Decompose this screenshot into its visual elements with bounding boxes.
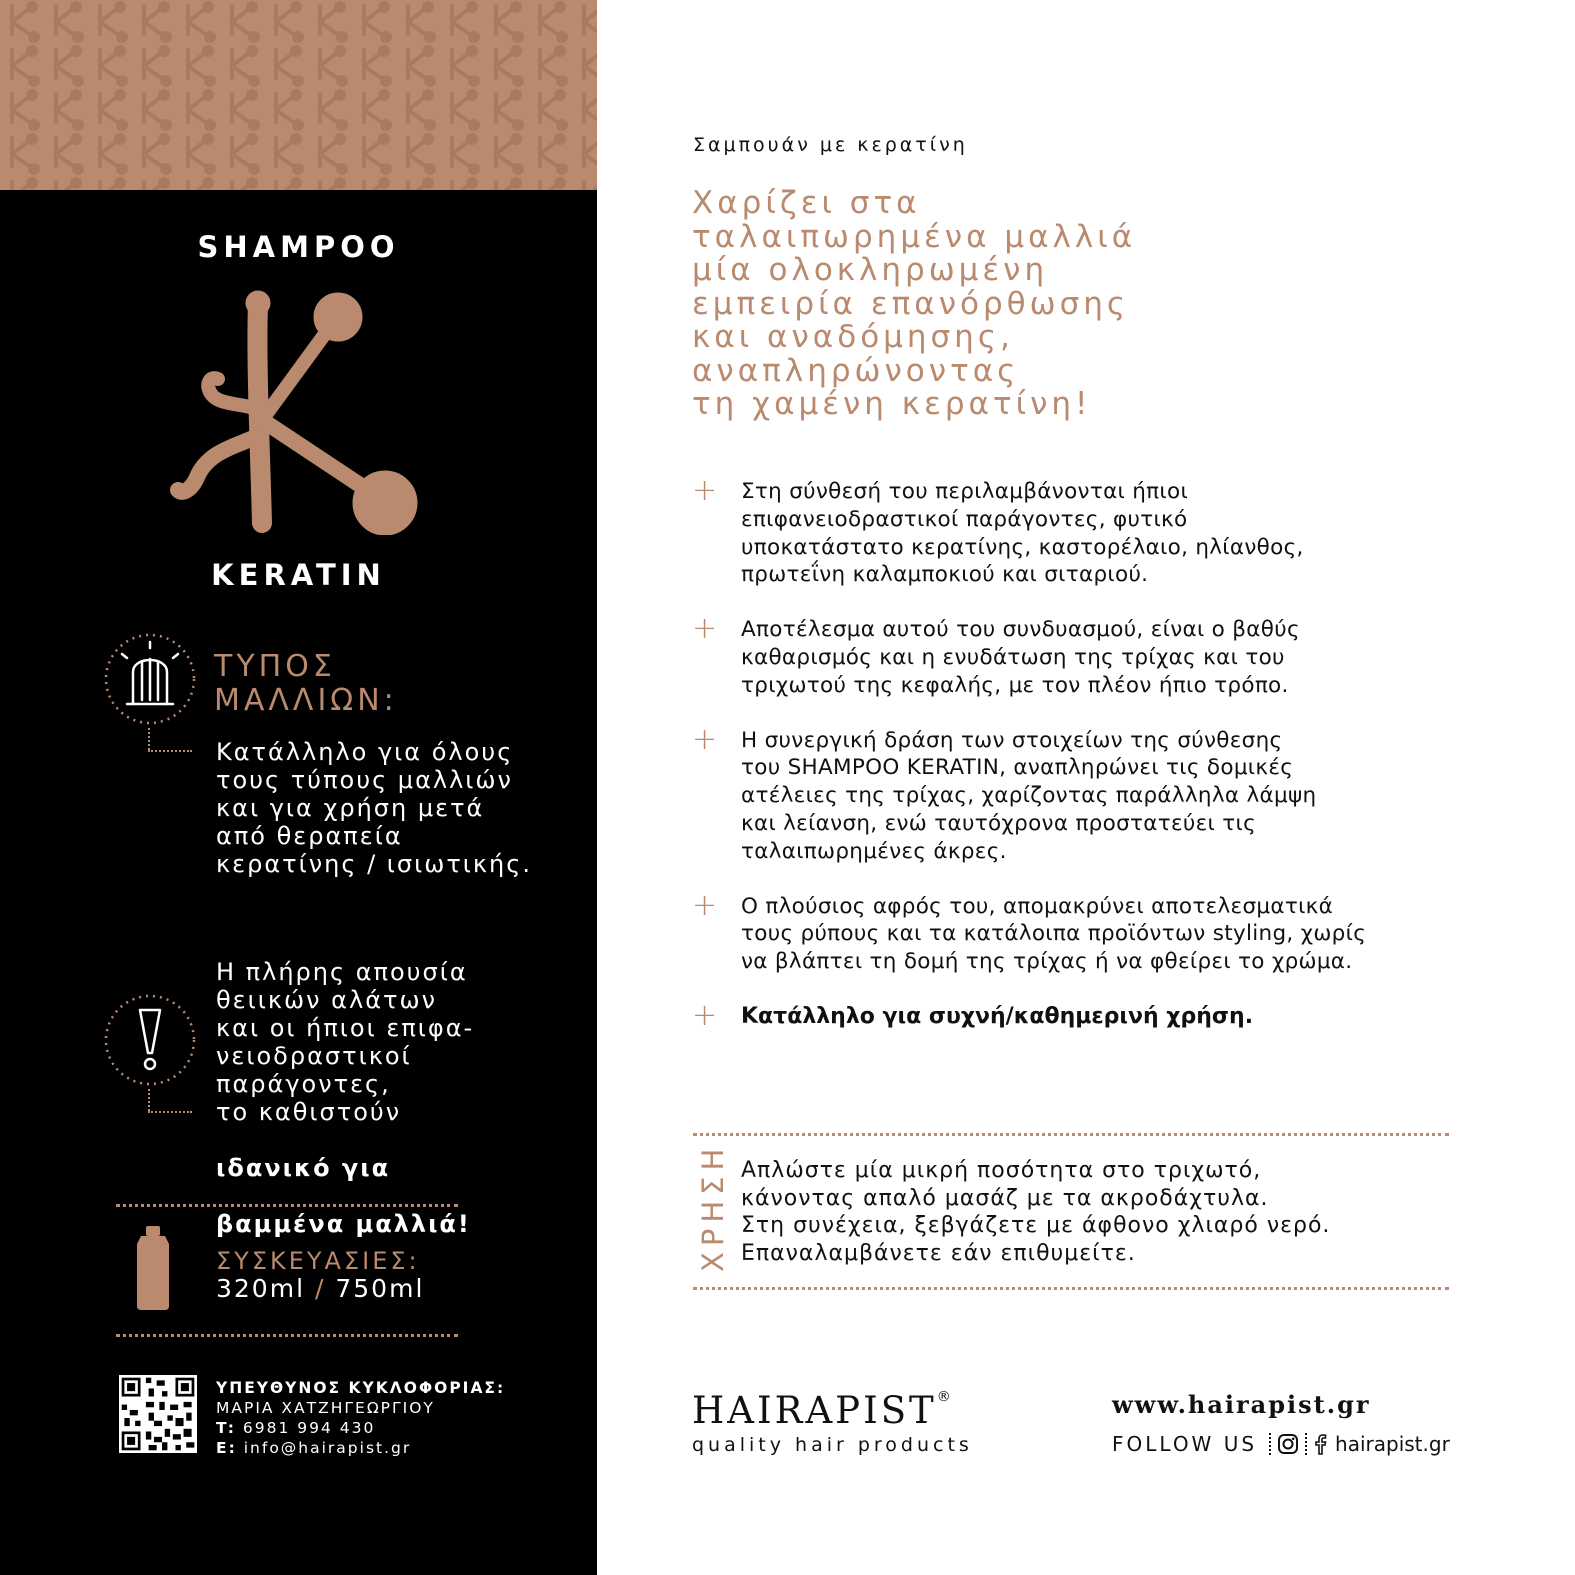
separator xyxy=(1305,1433,1307,1455)
logo-wordmark: HAIRAPIST xyxy=(692,1389,937,1432)
usage-label: ΧΡΗΣΗ xyxy=(696,1142,730,1272)
bullet-line: ατέλειες της τρίχας, χαρίζοντας παράλληλα λάμψη xyxy=(741,783,1317,809)
connector-line xyxy=(148,1089,150,1111)
bullet-text-1 xyxy=(741,478,1304,589)
warning-bold-line1: ιδανικό για xyxy=(216,1154,391,1182)
bullet-text-4 xyxy=(741,893,1366,976)
bullet-text-2 xyxy=(741,616,1300,699)
connector-line xyxy=(148,1111,192,1113)
warning-text xyxy=(216,930,474,1266)
facebook-icon[interactable] xyxy=(1313,1433,1327,1455)
bullet-line: τριχωτού της κεφαλής, με τον πλέον ήπιο τρόπο. xyxy=(741,672,1289,698)
tagline: Χαρίζει στα ταλαιπωρημένα μαλλιά μία ολοκληρωμένη εμπειρία επανόρθωσης και αναδόμησης, αναπληρώνοντας τη χαμένη κερατίνη! xyxy=(692,185,1137,422)
product-name: KERATIN xyxy=(211,558,386,592)
warning-bold-line2: βαμμένα μαλλιά! xyxy=(216,1210,471,1238)
connector-line xyxy=(148,750,192,752)
contact-phone xyxy=(216,1418,505,1438)
bottle-icon xyxy=(133,1226,173,1310)
list-item xyxy=(692,721,1512,866)
bullet-line: τους ρύπους και τα κατάλοιπα προϊόντων styling, χωρίς xyxy=(741,921,1367,947)
plus-icon: + xyxy=(692,887,718,923)
phone-value[interactable]: 6981 994 430 xyxy=(242,1419,376,1437)
plus-icon: + xyxy=(692,473,718,508)
bullet-line: υποκατάστατο κερατίνης, καστορέλαιο, ηλίανθος, xyxy=(741,534,1304,560)
follow-label: FOLLOW US xyxy=(1112,1432,1258,1456)
logo-subtitle: quality hair products xyxy=(692,1434,973,1456)
warning-text-body: Η πλήρης απουσία θειικών αλάτων και οι ήπιοι επιφα- νειοδραστικοί παράγοντες, το καθιστούν xyxy=(216,958,475,1126)
hair-type-heading xyxy=(214,650,398,718)
bullet-line: επιφανειοδραστικοί παράγοντες, φυτικό xyxy=(741,506,1188,532)
pattern-svg xyxy=(0,0,597,190)
contact-title: ΥΠΕΥΘΥΝΟΣ ΚΥΚΛΟΦΟΡΙΑΣ: xyxy=(216,1379,506,1397)
phone-label: T: xyxy=(216,1419,236,1437)
usage-text: Απλώστε μία μικρή ποσότητα στο τριχωτό, κάνοντας απαλό μασάζ με τα ακροδάχτυλα. Στη συνέχεια, ξεβγάζετε με άφθονο χλιαρό νερό. Επαναλαμβάνετε εάν επιθυμείτε. xyxy=(741,1158,1331,1266)
bullet-line: Ο πλούσιος αφρός του, απομακρύνει αποτελεσματικά xyxy=(741,893,1334,919)
contact-name: ΜΑΡΙΑ ΧΑΤΖΗΓΕΩΡΓΙΟΥ xyxy=(216,1399,435,1417)
registered-mark: ® xyxy=(936,1389,951,1405)
brand-logo xyxy=(692,1389,951,1432)
bullet-line: και λείανση, ενώ ταυτόχρονα προστατεύει τις xyxy=(741,810,1257,836)
bullet-line: Αποτέλεσμα αυτού του συνδυασμού, είναι ο βαθύς xyxy=(741,617,1300,643)
product-type-label: SHAMPOO xyxy=(197,230,400,264)
plus-icon: + xyxy=(692,997,718,1033)
social-row xyxy=(1112,1430,1450,1458)
packaging-heading: ΣΥΣΚΕΥΑΣΙΕΣ: xyxy=(216,1247,420,1275)
bullet-line: Στη σύνθεσή του περιλαμβάνονται ήπιοι xyxy=(741,479,1189,504)
bold-bullet: Κατάλληλο για συχνή/καθημερινή χρήση. xyxy=(741,1003,1254,1029)
list-item xyxy=(692,473,1512,589)
website-link[interactable]: www.hairapist.gr xyxy=(1112,1390,1371,1419)
list-item xyxy=(692,997,1512,1033)
instagram-icon[interactable] xyxy=(1277,1433,1299,1455)
bullet-line: Η συνεργική δράση των στοιχείων της σύνθεσης xyxy=(741,727,1283,753)
social-handle[interactable]: hairapist.gr xyxy=(1335,1432,1450,1456)
list-item xyxy=(692,611,1512,699)
divider xyxy=(116,1204,458,1207)
hair-type-heading-line2: ΜΑΛΛΙΩΝ: xyxy=(214,683,398,718)
divider xyxy=(693,1287,1449,1290)
bullet-text-3 xyxy=(741,727,1316,866)
size-large: 750ml xyxy=(335,1274,425,1303)
separator xyxy=(1269,1433,1271,1455)
divider xyxy=(693,1133,1449,1136)
bullet-line: ταλαιπωρημένες άκρες. xyxy=(741,838,1007,864)
warning-icon xyxy=(103,993,197,1087)
contact-email xyxy=(216,1438,505,1458)
packaging-sizes xyxy=(216,1274,424,1303)
connector-line xyxy=(148,728,150,750)
product-subtitle: Σαμπουάν με κερατίνη xyxy=(693,134,968,156)
hair-type-text: Κατάλληλο για όλους τους τύπους μαλλιών και για χρήση μετά από θεραπεία κερατίνης / ισιωτικής. xyxy=(216,738,532,878)
bullet-line: πρωτεΐνη καλαμποκιού και σιταριού. xyxy=(741,562,1149,588)
bullet-line: καθαρισμός και η ενυδάτωση της τρίχας και του xyxy=(741,644,1285,670)
bullet-line: του SHAMPOO KERATIN, αναπληρώνει τις δομικές xyxy=(741,755,1294,781)
hair-type-heading-line1: ΤΥΠΟΣ xyxy=(214,649,336,684)
plus-icon: + xyxy=(692,611,718,647)
list-item xyxy=(692,887,1512,976)
decorative-pattern xyxy=(0,0,597,190)
size-separator: / xyxy=(314,1274,326,1303)
hair-type-icon xyxy=(103,632,197,726)
plus-icon: + xyxy=(692,721,718,757)
bullet-line: να βλάπτει τη δομή της τρίχας ή να φθείρει το χρώμα. xyxy=(741,949,1353,975)
qr-code-icon[interactable] xyxy=(119,1375,197,1453)
size-small: 320ml xyxy=(216,1274,306,1303)
benefits-list xyxy=(692,473,1512,1033)
email-value[interactable]: info@hairapist.gr xyxy=(243,1439,412,1457)
left-panel xyxy=(0,0,597,1575)
divider xyxy=(116,1334,458,1337)
email-label: E: xyxy=(216,1439,237,1457)
k-letter-logo-icon xyxy=(170,285,430,535)
contact-block xyxy=(216,1378,505,1458)
